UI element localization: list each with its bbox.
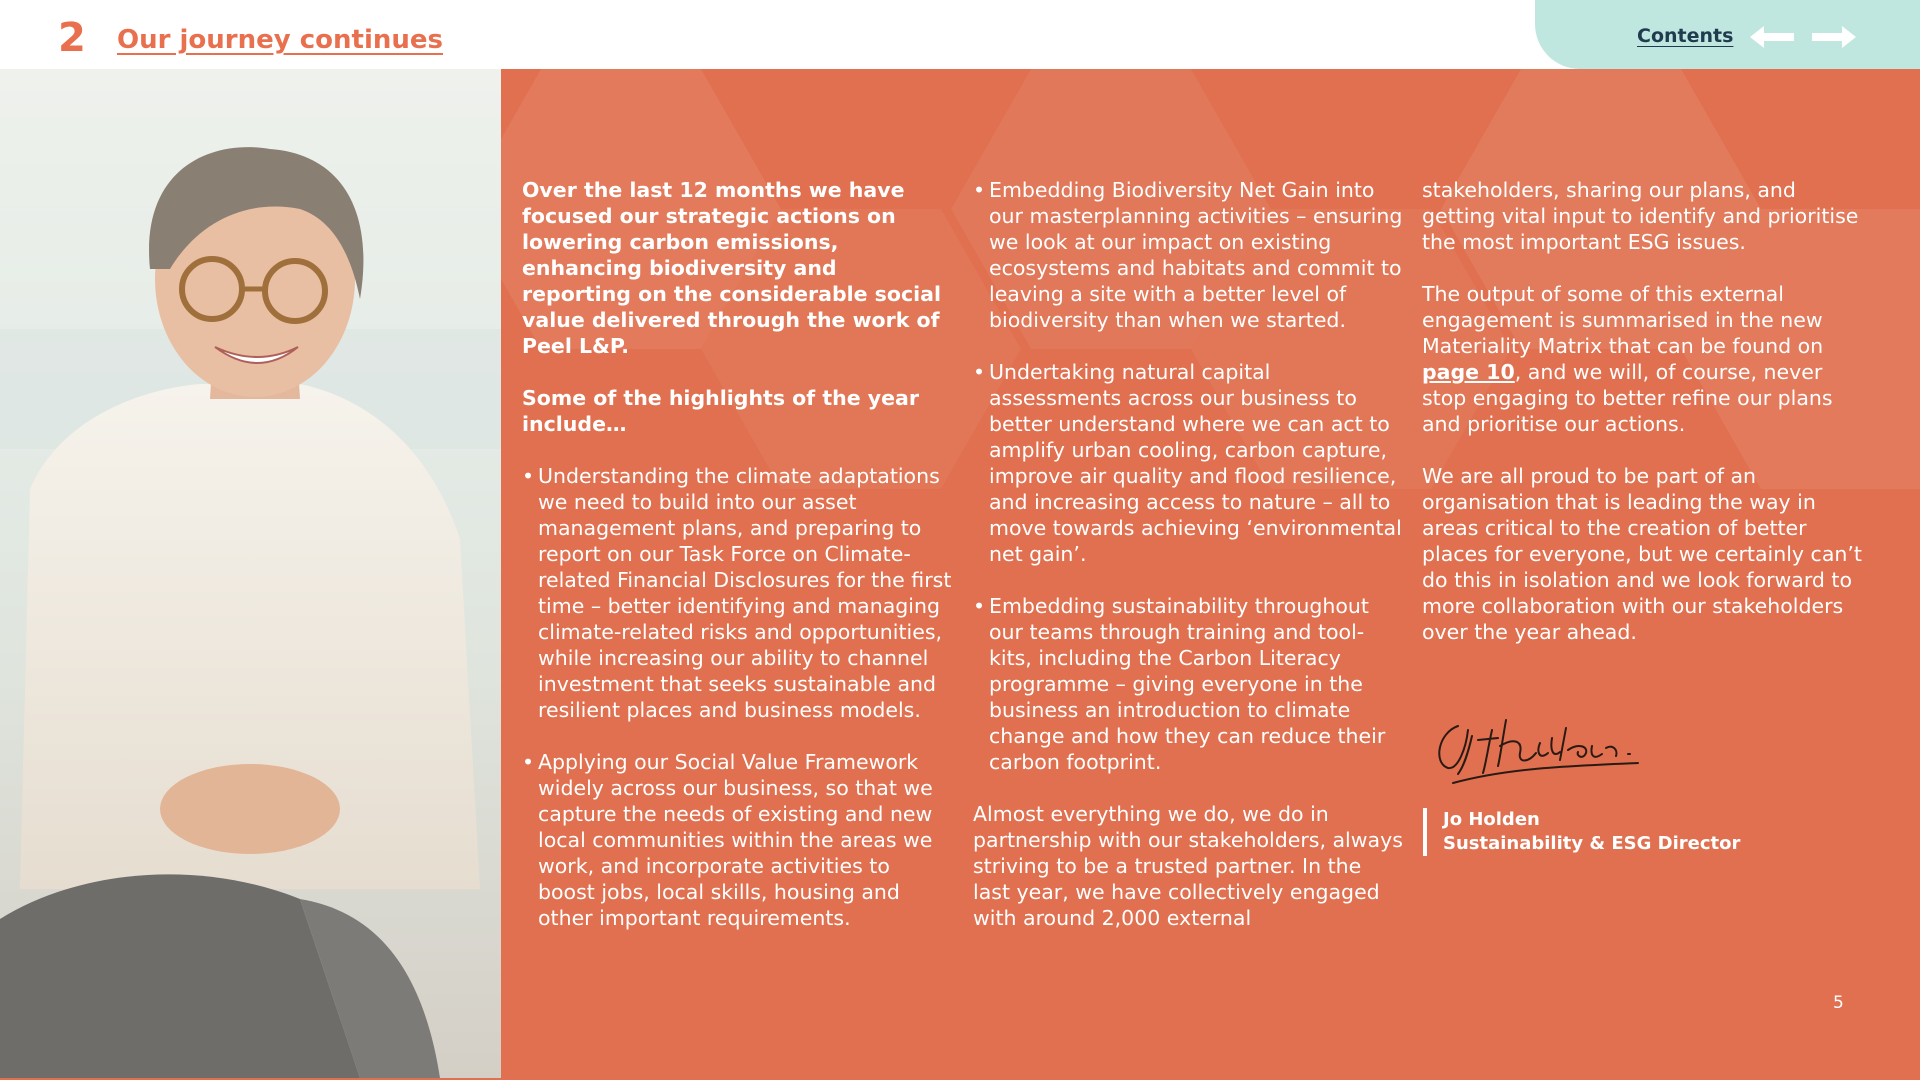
signatory-name: Jo Holden bbox=[1443, 809, 1540, 830]
paragraph: stakeholders, sharing our plans, and getting vital input to identify and prioritise the most important ESG issues. bbox=[1422, 178, 1859, 254]
closing-paragraph: Almost everything we do, we do in partnership with our stakeholders, always striving to be a trusted partner. In the last year, we have collectively engaged with around 2,000 external bbox=[973, 802, 1403, 930]
contents-link[interactable]: Contents bbox=[1637, 25, 1734, 47]
portrait-illustration bbox=[0, 69, 501, 1078]
paragraph: We are all proud to be part of an organisation that is leading the way in areas critical to the creation of better places for everyone, but we certainly can’t do this in isolation and we look forward to more collaboration with our stakeholders over the year ahead. bbox=[1422, 464, 1862, 644]
highlights-intro: Some of the highlights of the year include… bbox=[522, 386, 919, 436]
page-header bbox=[0, 0, 1920, 69]
bullet-item: • Applying our Social Value Framework widely across our business, so that we capture the needs of existing and new local communities within the areas we work, and incorporate activities to boost jobs, local skills, housing and other important requirements. bbox=[522, 749, 952, 931]
paragraph bbox=[1422, 281, 1862, 437]
signatory-title: Sustainability & ESG Director bbox=[1443, 833, 1741, 854]
portrait-photo bbox=[0, 69, 501, 1078]
arrow-left-icon[interactable] bbox=[1750, 23, 1796, 51]
arrow-right-icon[interactable] bbox=[1810, 23, 1856, 51]
section-title[interactable]: Our journey continues bbox=[117, 25, 443, 55]
signatory-block bbox=[1423, 808, 1740, 856]
bullet-item: • Embedding Biodiversity Net Gain into our masterplanning activities – ensuring we look at our impact on existing ecosystems and habitats and commit to leaving a site with a better level of biodiversity than when we started. bbox=[973, 177, 1403, 333]
page-number: 5 bbox=[1833, 993, 1844, 1013]
paragraph-text: , and we will, of course, never stop engaging to better refine our plans and prioritise our actions. bbox=[1422, 360, 1833, 436]
paragraph-text: The output of some of this external engagement is summarised in the new Materiality Matrix that can be found on bbox=[1422, 282, 1824, 358]
text-column-3 bbox=[1422, 177, 1862, 671]
text-column-1 bbox=[522, 177, 952, 957]
bullet-item: • Undertaking natural capital assessments across our business to better understand where we can act to amplify urban cooling, carbon capture, improve air quality and flood resilience, and increasing access to nature – all to move towards achieving ‘environmental net gain’. bbox=[973, 359, 1403, 567]
handwritten-signature bbox=[1428, 708, 1648, 788]
page-link[interactable]: page 10 bbox=[1422, 360, 1515, 384]
intro-paragraph: Over the last 12 months we have focused our strategic actions on lowering carbon emissions, enhancing biodiversity and reporting on the considerable social value delivered through the work of Peel L&P. bbox=[522, 178, 942, 358]
section-number: 2 bbox=[58, 15, 86, 61]
text-column-2 bbox=[973, 177, 1403, 957]
bullet-item: • Understanding the climate adaptations we need to build into our asset management plans, and preparing to report on our Task Force on Climate-related Financial Disclosures for the first time – better identifying and managing climate-related risks and opportunities, while increasing our ability to channel investment that seeks sustainable and resilient places and business models. bbox=[522, 463, 952, 723]
bullet-item: • Embedding sustainability throughout our teams through training and tool-kits, including the Carbon Literacy programme – giving everyone in the business an introduction to climate change and how they can reduce their carbon footprint. bbox=[973, 593, 1403, 775]
